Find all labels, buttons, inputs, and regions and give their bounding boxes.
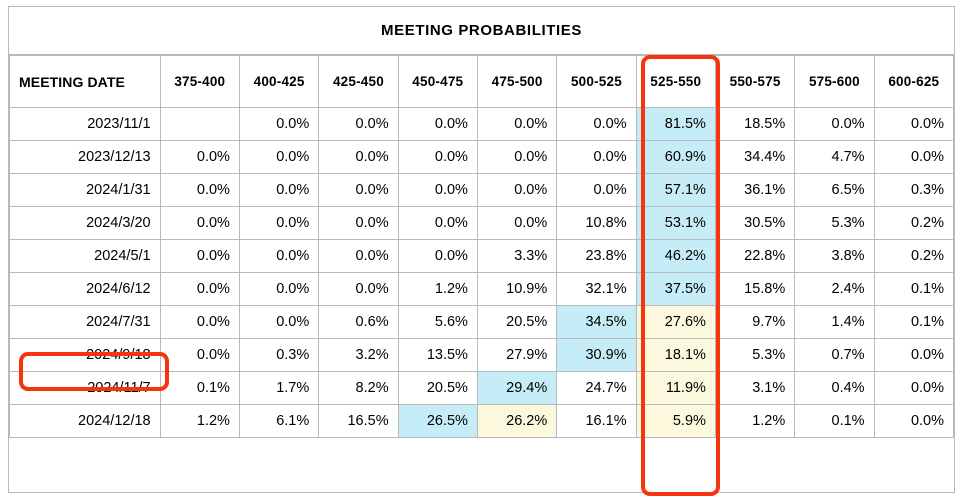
cell-probability: 23.8% <box>557 240 636 273</box>
cell-probability: 34.5% <box>557 306 636 339</box>
column-header-525-550[interactable]: 525-550 <box>636 56 715 108</box>
cell-probability: 0.0% <box>160 273 239 306</box>
cell-meeting-date: 2024/3/20 <box>10 207 161 240</box>
cell-probability: 18.5% <box>715 108 794 141</box>
cell-probability: 22.8% <box>715 240 794 273</box>
table-header-row <box>10 56 954 108</box>
column-header-425-450[interactable]: 425-450 <box>319 56 398 108</box>
cell-probability: 1.7% <box>239 372 318 405</box>
cell-probability: 0.0% <box>795 108 874 141</box>
cell-probability: 2.4% <box>795 273 874 306</box>
cell-probability: 0.0% <box>557 108 636 141</box>
cell-probability: 24.7% <box>557 372 636 405</box>
cell-probability: 0.0% <box>160 174 239 207</box>
cell-probability: 0.0% <box>239 174 318 207</box>
cell-probability: 0.0% <box>239 306 318 339</box>
table-row <box>10 108 954 141</box>
table-row <box>10 240 954 273</box>
cell-probability: 0.0% <box>398 141 477 174</box>
cell-probability: 0.0% <box>398 207 477 240</box>
cell-probability: 0.3% <box>239 339 318 372</box>
cell-probability: 0.2% <box>874 240 953 273</box>
cell-meeting-date: 2024/11/7 <box>10 372 161 405</box>
cell-probability: 1.2% <box>715 405 794 438</box>
cell-meeting-date: 2024/5/1 <box>10 240 161 273</box>
cell-probability: 0.0% <box>160 240 239 273</box>
cell-probability: 1.2% <box>160 405 239 438</box>
cell-probability: 13.5% <box>398 339 477 372</box>
cell-probability: 27.9% <box>477 339 556 372</box>
cell-probability: 0.0% <box>874 141 953 174</box>
cell-probability: 37.5% <box>636 273 715 306</box>
cell-meeting-date: 2024/1/31 <box>10 174 161 207</box>
cell-probability: 0.1% <box>160 372 239 405</box>
cell-meeting-date: 2023/12/13 <box>10 141 161 174</box>
cell-probability: 0.0% <box>319 240 398 273</box>
cell-probability: 20.5% <box>477 306 556 339</box>
cell-probability: 81.5% <box>636 108 715 141</box>
cell-probability: 0.0% <box>477 174 556 207</box>
cell-probability: 5.9% <box>636 405 715 438</box>
table-row <box>10 207 954 240</box>
cell-probability: 0.1% <box>874 306 953 339</box>
cell-probability: 9.7% <box>715 306 794 339</box>
cell-probability: 0.1% <box>795 405 874 438</box>
cell-meeting-date: 2024/9/18 <box>10 339 161 372</box>
cell-probability: 0.0% <box>239 273 318 306</box>
cell-probability: 60.9% <box>636 141 715 174</box>
cell-meeting-date: 2024/7/31 <box>10 306 161 339</box>
column-header-500-525[interactable]: 500-525 <box>557 56 636 108</box>
cell-probability: 3.1% <box>715 372 794 405</box>
meeting-probabilities-table <box>9 55 954 438</box>
table-row <box>10 306 954 339</box>
cell-probability: 26.5% <box>398 405 477 438</box>
cell-probability <box>160 108 239 141</box>
cell-probability: 6.1% <box>239 405 318 438</box>
cell-probability: 0.0% <box>874 405 953 438</box>
column-header-450-475[interactable]: 450-475 <box>398 56 477 108</box>
cell-probability: 6.5% <box>795 174 874 207</box>
cell-probability: 32.1% <box>557 273 636 306</box>
cell-probability: 1.2% <box>398 273 477 306</box>
cell-probability: 0.2% <box>874 207 953 240</box>
cell-probability: 26.2% <box>477 405 556 438</box>
cell-probability: 0.0% <box>398 174 477 207</box>
column-header-375-400[interactable]: 375-400 <box>160 56 239 108</box>
cell-probability: 0.4% <box>795 372 874 405</box>
cell-probability: 5.3% <box>715 339 794 372</box>
cell-probability: 18.1% <box>636 339 715 372</box>
probabilities-panel <box>8 6 955 493</box>
cell-probability: 20.5% <box>398 372 477 405</box>
cell-probability: 0.0% <box>239 240 318 273</box>
cell-probability: 30.5% <box>715 207 794 240</box>
cell-probability: 57.1% <box>636 174 715 207</box>
table-row <box>10 141 954 174</box>
cell-probability: 0.3% <box>874 174 953 207</box>
cell-meeting-date: 2024/12/18 <box>10 405 161 438</box>
cell-probability: 34.4% <box>715 141 794 174</box>
cell-probability: 10.9% <box>477 273 556 306</box>
cell-probability: 53.1% <box>636 207 715 240</box>
cell-probability: 0.0% <box>398 108 477 141</box>
cell-probability: 27.6% <box>636 306 715 339</box>
cell-probability: 1.4% <box>795 306 874 339</box>
cell-probability: 0.0% <box>319 273 398 306</box>
cell-probability: 0.0% <box>319 141 398 174</box>
cell-probability: 0.0% <box>239 141 318 174</box>
cell-probability: 5.3% <box>795 207 874 240</box>
cell-probability: 0.1% <box>874 273 953 306</box>
cell-probability: 4.7% <box>795 141 874 174</box>
column-header-600-625[interactable]: 600-625 <box>874 56 953 108</box>
cell-probability: 0.0% <box>319 174 398 207</box>
cell-probability: 15.8% <box>715 273 794 306</box>
cell-probability: 0.6% <box>319 306 398 339</box>
cell-probability: 10.8% <box>557 207 636 240</box>
table-row <box>10 405 954 438</box>
cell-probability: 0.0% <box>477 108 556 141</box>
table-row <box>10 339 954 372</box>
cell-meeting-date: 2024/6/12 <box>10 273 161 306</box>
column-header-400-425[interactable]: 400-425 <box>239 56 318 108</box>
cell-probability: 0.0% <box>557 174 636 207</box>
cell-probability: 0.0% <box>557 141 636 174</box>
column-header-550-575[interactable]: 550-575 <box>715 56 794 108</box>
table-row <box>10 273 954 306</box>
cell-probability: 16.5% <box>319 405 398 438</box>
cell-probability: 0.0% <box>874 339 953 372</box>
cell-probability: 5.6% <box>398 306 477 339</box>
cell-probability: 0.0% <box>477 141 556 174</box>
table-row <box>10 372 954 405</box>
cell-probability: 0.7% <box>795 339 874 372</box>
cell-probability: 3.2% <box>319 339 398 372</box>
cell-probability: 0.0% <box>239 108 318 141</box>
cell-probability: 0.0% <box>319 207 398 240</box>
cell-probability: 0.0% <box>477 207 556 240</box>
table-body <box>10 108 954 438</box>
page-title: MEETING PROBABILITIES <box>9 7 954 55</box>
cell-probability: 0.0% <box>398 240 477 273</box>
cell-probability: 46.2% <box>636 240 715 273</box>
cell-probability: 0.0% <box>160 207 239 240</box>
cell-probability: 0.0% <box>160 339 239 372</box>
cell-probability: 3.8% <box>795 240 874 273</box>
column-header-meeting-date[interactable]: MEETING DATE <box>10 56 161 108</box>
cell-probability: 0.0% <box>239 207 318 240</box>
cell-probability: 29.4% <box>477 372 556 405</box>
cell-probability: 0.0% <box>874 372 953 405</box>
cell-probability: 0.0% <box>874 108 953 141</box>
column-header-575-600[interactable]: 575-600 <box>795 56 874 108</box>
cell-probability: 11.9% <box>636 372 715 405</box>
cell-probability: 0.0% <box>160 306 239 339</box>
cell-probability: 16.1% <box>557 405 636 438</box>
cell-probability: 8.2% <box>319 372 398 405</box>
table-row <box>10 174 954 207</box>
cell-probability: 36.1% <box>715 174 794 207</box>
cell-probability: 0.0% <box>319 108 398 141</box>
column-header-475-500[interactable]: 475-500 <box>477 56 556 108</box>
cell-probability: 30.9% <box>557 339 636 372</box>
cell-meeting-date: 2023/11/1 <box>10 108 161 141</box>
cell-probability: 3.3% <box>477 240 556 273</box>
cell-probability: 0.0% <box>160 141 239 174</box>
